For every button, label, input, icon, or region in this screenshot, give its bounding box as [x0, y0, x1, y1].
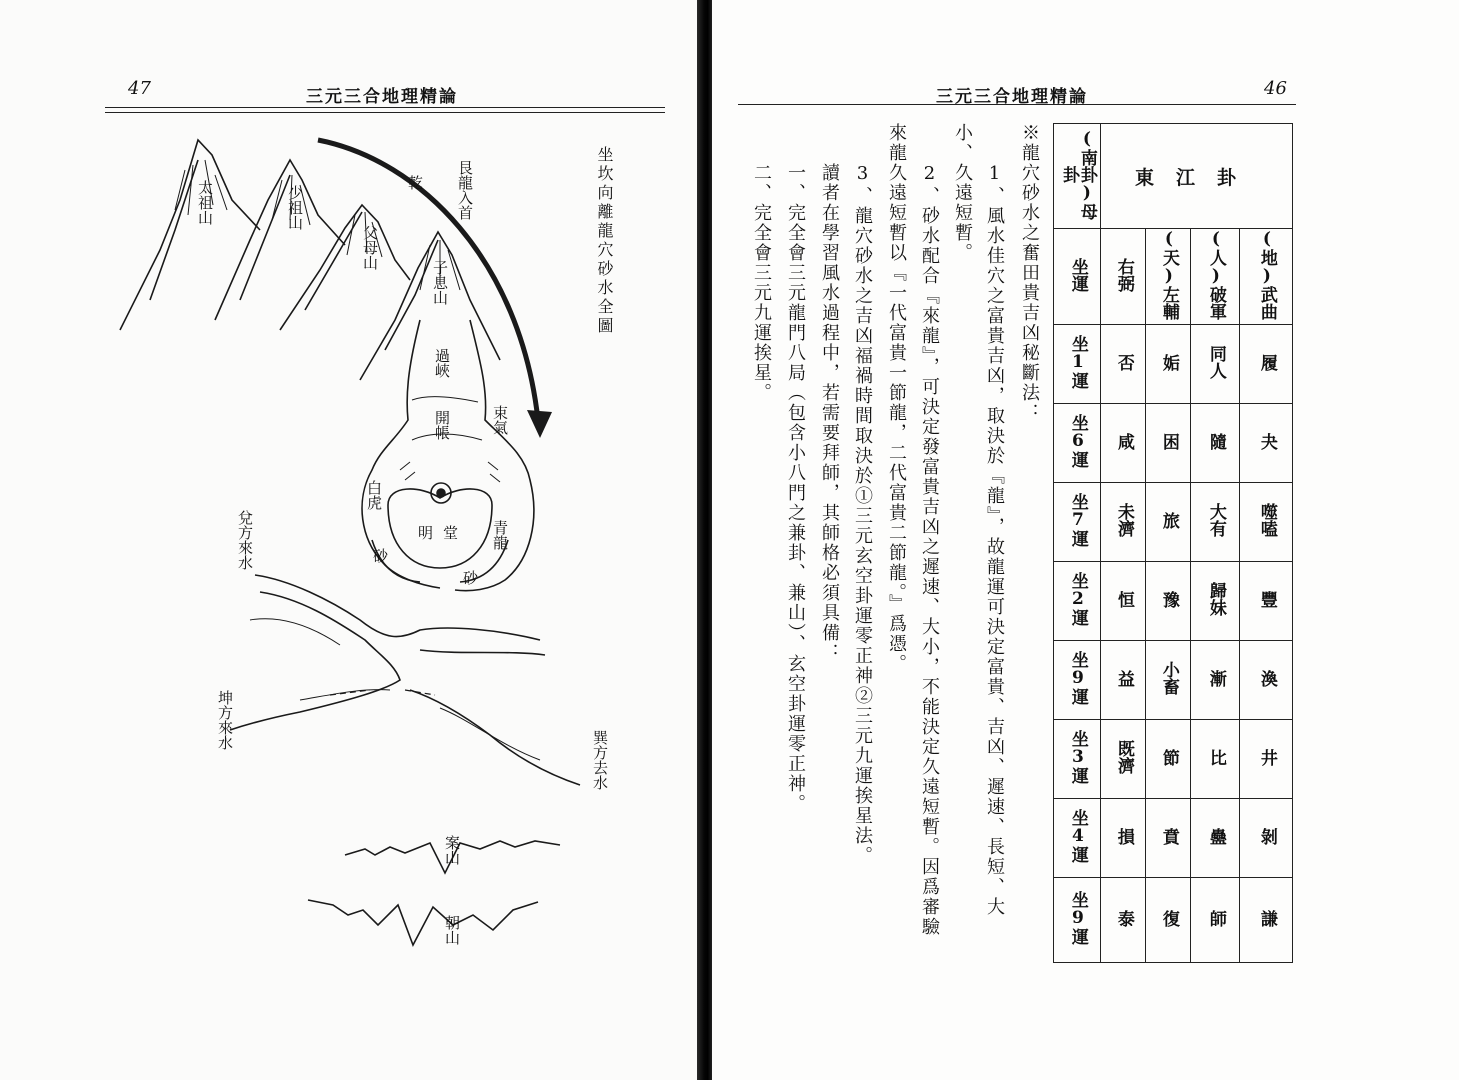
body-column: 2、砂水配合『來龍』，可決定發富貴吉凶之遲速、大小，不能決定久遠短暫。因爲審驗: [919, 163, 940, 937]
table-row: 坐1運 否 姤 同人 履: [1054, 325, 1293, 404]
table-cell: (天)左輔: [1146, 229, 1191, 325]
label-dui-water: 兌方來水: [236, 510, 254, 570]
table-row: 坐2運 恒 豫 歸妹 豐: [1054, 562, 1293, 641]
body-column: 3、龍穴砂水之吉凶福禍時間取決於①三元玄空卦運零正神②三元九運挨星法。: [852, 163, 873, 866]
body-column: 1、風水佳穴之富貴吉凶，取決於『龍』，故龍運可決定富貴、吉凶、遲速、長短、大: [984, 163, 1005, 917]
table-row: 坐9運 益 小畜 漸 渙: [1054, 641, 1293, 720]
body-column: ※龍穴砂水之奮田貴吉凶秘斷法：: [1019, 123, 1040, 423]
label-shaozu: 少祖山: [286, 185, 304, 230]
page-number-right: 46: [1264, 78, 1287, 99]
table-title: 東江卦: [1134, 166, 1258, 189]
label-zixi: 子息山: [431, 260, 449, 305]
header-rule-right: [738, 104, 1296, 105]
hexagram-table: [1053, 123, 1293, 963]
table-row: 坐3運 既濟 節 比 井: [1054, 720, 1293, 799]
body-column: 小、久遠短暫。: [952, 123, 973, 263]
label-sha-left: 砂: [371, 548, 389, 563]
table-cell: [1054, 124, 1101, 229]
table-row: [1054, 124, 1293, 229]
label-anshan: 案山: [443, 835, 461, 865]
label-qian: 乾: [406, 175, 424, 190]
dragon-vein-diagram: [0, 0, 700, 1080]
table-subtitle: (南卦)母卦: [1059, 128, 1097, 220]
figure-title: 坐坎向離龍穴砂水全圖: [595, 146, 614, 336]
label-kun-water: 坤方來水: [216, 690, 234, 750]
label-sha-right: 砂: [461, 570, 479, 585]
running-header-left: 三元三合地理精論: [306, 87, 458, 107]
table-row: 坐9運 泰 復 師 謙: [1054, 878, 1293, 963]
table-cell: (人)破軍: [1191, 229, 1240, 325]
page-number-left: 47: [128, 78, 151, 99]
table-cell: (地)武曲: [1240, 229, 1293, 325]
table-cell: 右弼: [1101, 229, 1146, 325]
table-row: [1054, 229, 1293, 325]
body-column: 來龍久遠短暫以『一代富貴一節龍，二代富貴二節龍。』爲憑。: [886, 123, 907, 674]
label-taizu: 太祖山: [196, 180, 214, 225]
label-xun-water: 巽方去水: [591, 730, 609, 790]
body-column: 一、完全會三元龍門八局（包含小八門之兼卦、兼山）、玄空卦運零正神。: [785, 163, 806, 814]
label-shuqi: 束氣: [491, 405, 509, 435]
label-mingtang: 明堂: [418, 524, 469, 542]
label-fumu: 父母山: [361, 225, 379, 270]
label-guoxia: 過峽: [433, 348, 451, 378]
running-header-right: 三元三合地理精論: [936, 87, 1088, 107]
label-qinglong: 青龍: [491, 520, 509, 550]
left-page: [0, 0, 700, 1080]
body-column: 二、完全會三元九運挨星。: [751, 163, 772, 403]
label-chaoshan: 朝山: [443, 915, 461, 945]
label-kaizhang: 開帳: [433, 410, 451, 440]
body-column: 讀者在學習風水過程中，若需要拜師，其師格必須具備：: [819, 163, 840, 663]
table-row: 坐7運 未濟 旅 大有 噬嗑: [1054, 483, 1293, 562]
table-cell: 坐運: [1054, 229, 1101, 325]
table-row: 坐6運 咸 困 隨 夬: [1054, 404, 1293, 483]
table-cell: [1101, 124, 1293, 229]
label-gen-dragon: 艮龍入首: [456, 160, 474, 220]
table-row: 坐4運 損 賁 蠱 剝: [1054, 799, 1293, 878]
label-baihu: 白虎: [365, 480, 383, 510]
